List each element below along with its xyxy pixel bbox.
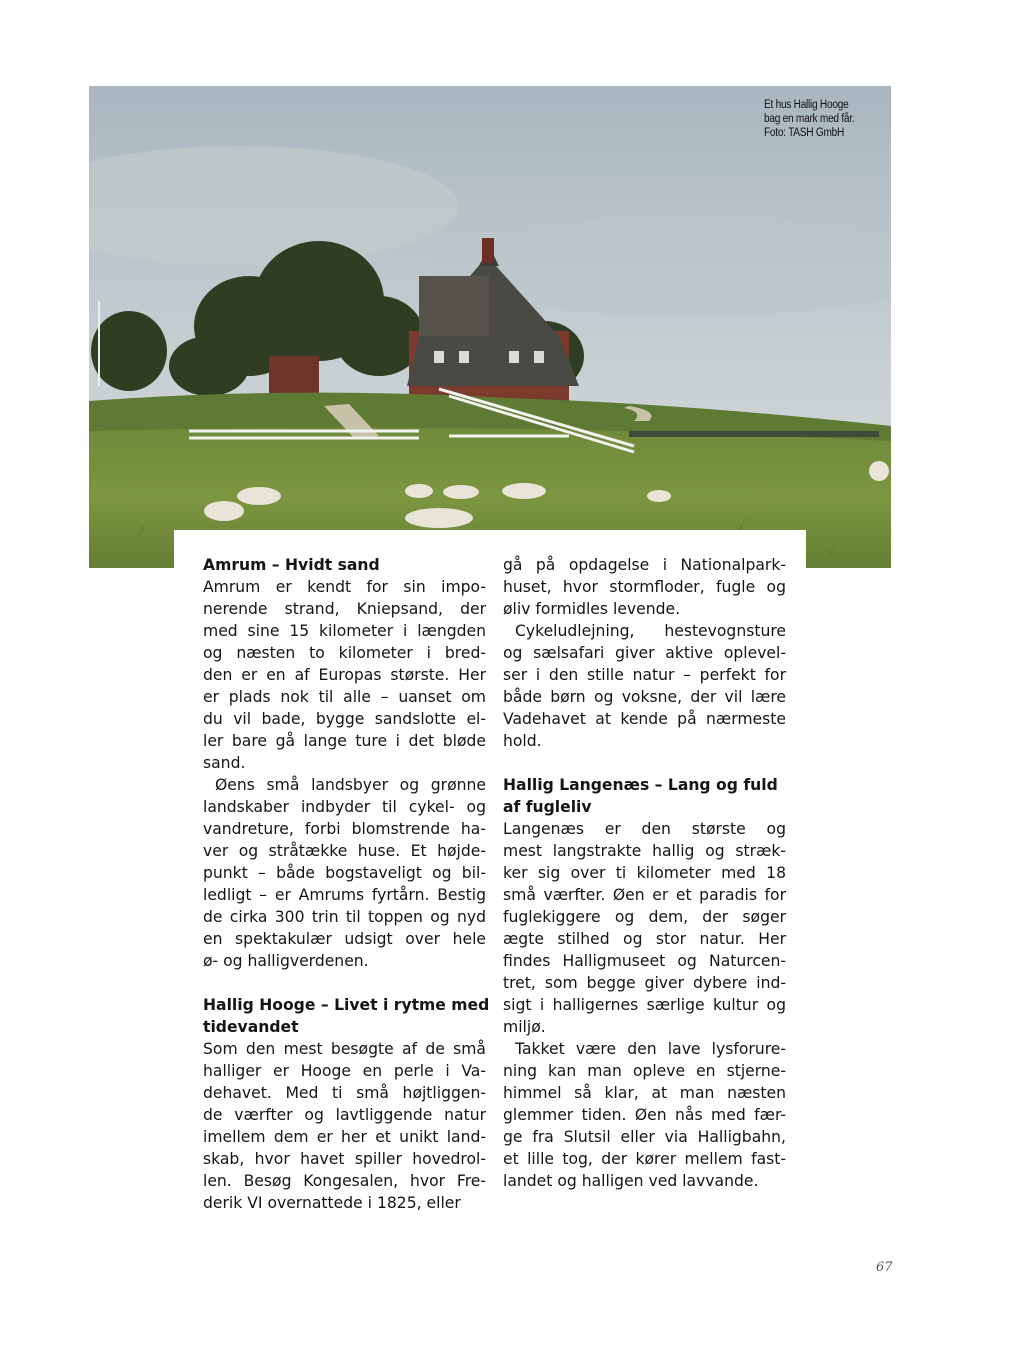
body-text-line: imellem dem er her et unikt land- <box>203 1128 486 1146</box>
right-column <box>503 554 786 1192</box>
body-text-line: halliger er Hooge en perle i Va- <box>203 1062 486 1080</box>
body-text-line: himmel så klar, at man næsten <box>503 1084 786 1102</box>
body-text-line: sand. <box>203 754 246 772</box>
body-text-line: ø- og halligverdenen. <box>203 952 369 970</box>
body-text-line: små værfter. Øen er et paradis for <box>503 886 786 904</box>
body-text-line: findes Halligmuseet og Naturcen- <box>503 952 786 970</box>
body-text-line: nerende strand, Kniepsand, der <box>203 600 486 618</box>
body-text-line: ker sig over ti kilometer med 18 <box>503 864 786 882</box>
body-text-line: landskaber indbyder til cykel- og <box>203 798 486 816</box>
body-text-line: ning kan man opleve en stjerne- <box>503 1062 786 1080</box>
body-text-line: fuglekiggere og dem, der søger <box>503 908 786 926</box>
body-text-line: huset, hvor stormfloder, fugle og <box>503 578 786 596</box>
body-text-line: ge fra Slutsil eller via Halligbahn, <box>503 1128 786 1146</box>
body-text-line: en spektakulær udsigt over hele <box>203 930 486 948</box>
section-heading: Hallig Hooge – Livet i rytme med <box>203 996 490 1014</box>
body-text-line: miljø. <box>503 1018 546 1036</box>
body-text-line: skab, hvor havet spiller hovedrol- <box>203 1150 486 1168</box>
body-text-line: de cirka 300 trin til toppen og nyd <box>203 908 486 926</box>
photo-hallig-hooge <box>89 86 891 568</box>
page-number: 67 <box>876 1260 893 1275</box>
body-text-line: Takket være den lave lysforure- <box>515 1040 786 1058</box>
section-gap <box>203 972 486 994</box>
section-heading: af fugleliv <box>503 798 592 816</box>
body-text-line: Vadehavet at kende på nærmeste <box>503 710 786 728</box>
photo-caption <box>764 98 870 140</box>
body-text-line: de værfter og lavtliggende natur <box>203 1106 486 1124</box>
body-text-line: vandreture, forbi blomstrende ha- <box>203 820 486 838</box>
section-heading: Hallig Langenæs – Lang og fuld <box>503 776 778 794</box>
body-text-line: Cykeludlejning, hestevognsture <box>515 622 786 640</box>
body-text-line: dehavet. Med ti små højtliggen- <box>203 1084 486 1102</box>
body-text-line: den er en af Europas største. Her <box>203 666 486 684</box>
body-text-line: Som den mest besøgte af de små <box>203 1040 486 1058</box>
caption-line: Foto: TASH GmbH <box>764 127 845 139</box>
body-text-line: ledligt – er Amrums fyrtårn. Bestig <box>203 886 486 904</box>
caption-line: Et hus Hallig Hooge <box>764 99 849 111</box>
body-text-line: med sine 15 kilometer i længden <box>203 622 486 640</box>
left-column <box>203 554 490 1214</box>
body-text-line: len. Besøg Kongesalen, hvor Fre- <box>203 1172 486 1190</box>
body-text-line: Langenæs er den største og <box>503 820 786 838</box>
body-text-line: ser i den stille natur – perfekt for <box>503 666 786 684</box>
caption-line: bag en mark med får. <box>764 113 855 125</box>
body-text-line: ler bare gå lange ture i det bløde <box>203 732 486 750</box>
body-text-line: et lille tog, der kører mellem fast- <box>503 1150 786 1168</box>
section-heading: tidevandet <box>203 1018 299 1036</box>
body-text-line: og næsten to kilometer i bred- <box>203 644 486 662</box>
body-text-line: og sælsafari giver aktive oplevel- <box>503 644 786 662</box>
body-text-line: derik VI overnattede i 1825, eller <box>203 1194 461 1212</box>
body-text-line: er plads nok til alle – uanset om <box>203 688 486 706</box>
body-text-line: glemmer tiden. Øen nås med fær- <box>503 1106 786 1124</box>
body-text-line: hold. <box>503 732 542 750</box>
section-gap <box>503 752 786 774</box>
body-text-line: både børn og voksne, der vil lære <box>503 688 786 706</box>
body-text-line: gå på opdagelse i Nationalpark- <box>503 556 786 574</box>
body-text-line: Amrum er kendt for sin impo- <box>203 578 486 596</box>
body-text-line: tret, som begge giver dybere ind- <box>503 974 786 992</box>
body-text-line: øliv formidles levende. <box>503 600 681 618</box>
section-heading: Amrum – Hvidt sand <box>203 556 380 574</box>
body-text-line: landet og halligen ved lavvande. <box>503 1172 759 1190</box>
body-text-line: Øens små landsbyer og grønne <box>215 776 486 794</box>
body-text-line: ver og stråtække huse. Et højde- <box>203 842 486 860</box>
body-text-line: du vil bade, bygge sandslotte el- <box>203 710 486 728</box>
body-text-line: ægte stilhed og stor natur. Her <box>503 930 786 948</box>
body-text-line: sigt i halligernes særlige kultur og <box>503 996 786 1014</box>
body-text-line: mest langstrakte hallig og stræk- <box>503 842 786 860</box>
body-text-line: punkt – både bogstaveligt og bil- <box>203 864 486 882</box>
